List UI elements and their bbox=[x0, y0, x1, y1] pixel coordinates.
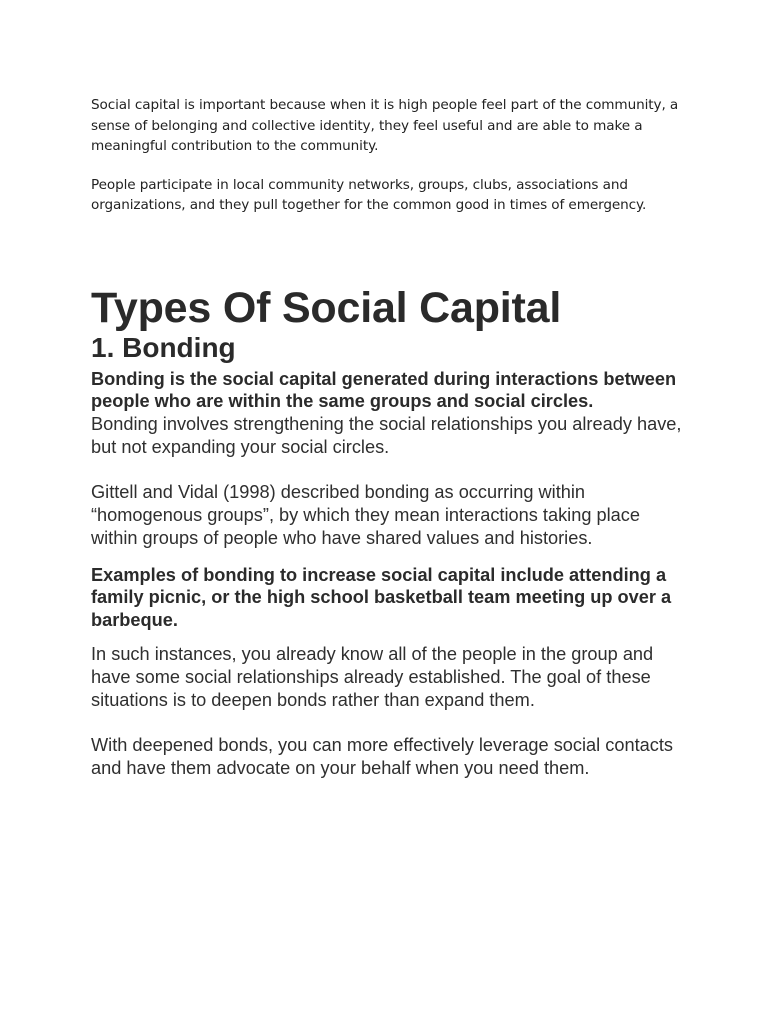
bonding-paragraph-2: Gittell and Vidal (1998) described bonding as occurring within “homogenous groups”, by which they mean interactions taking place within groups of people who have shared values and histories. bbox=[91, 481, 640, 548]
bonding-examples: Examples of bonding to increase social capital include attending a family picnic, or the high school basketball team meeting up over a barbeque. bbox=[91, 564, 672, 630]
section-subtitle: 1. Bonding bbox=[91, 331, 236, 363]
bonding-definition: Bonding is the social capital generated during interactions between people who are within the same groups and social circles. bbox=[91, 368, 677, 411]
bonding-paragraph-4: With deepened bonds, you can more effectively leverage social contacts and have them advocate on your behalf when you need them. bbox=[91, 735, 673, 778]
bonding-paragraph-1: Bonding involves strengthening the social relationships you already have, but not expanding your social circles. bbox=[91, 413, 682, 457]
intro-paragraph-1: Social capital is important because when it is high people feel part of the community, a sense of belonging and collective identity, they feel useful and are able to make a meaningful contribution to the community. bbox=[91, 97, 679, 154]
bonding-paragraph-3: In such instances, you already know all of the people in the group and have some social relationships already established. The goal of these situations is to deepen bonds rather than expand them. bbox=[91, 644, 654, 710]
section-title: Types Of Social Capital bbox=[91, 283, 562, 332]
intro-paragraph-2: People participate in local community networks, groups, clubs, associations and organizations, and they pull together for the common good in times of emergency. bbox=[91, 176, 647, 213]
intro-section bbox=[91, 95, 691, 216]
document-page bbox=[91, 95, 691, 780]
